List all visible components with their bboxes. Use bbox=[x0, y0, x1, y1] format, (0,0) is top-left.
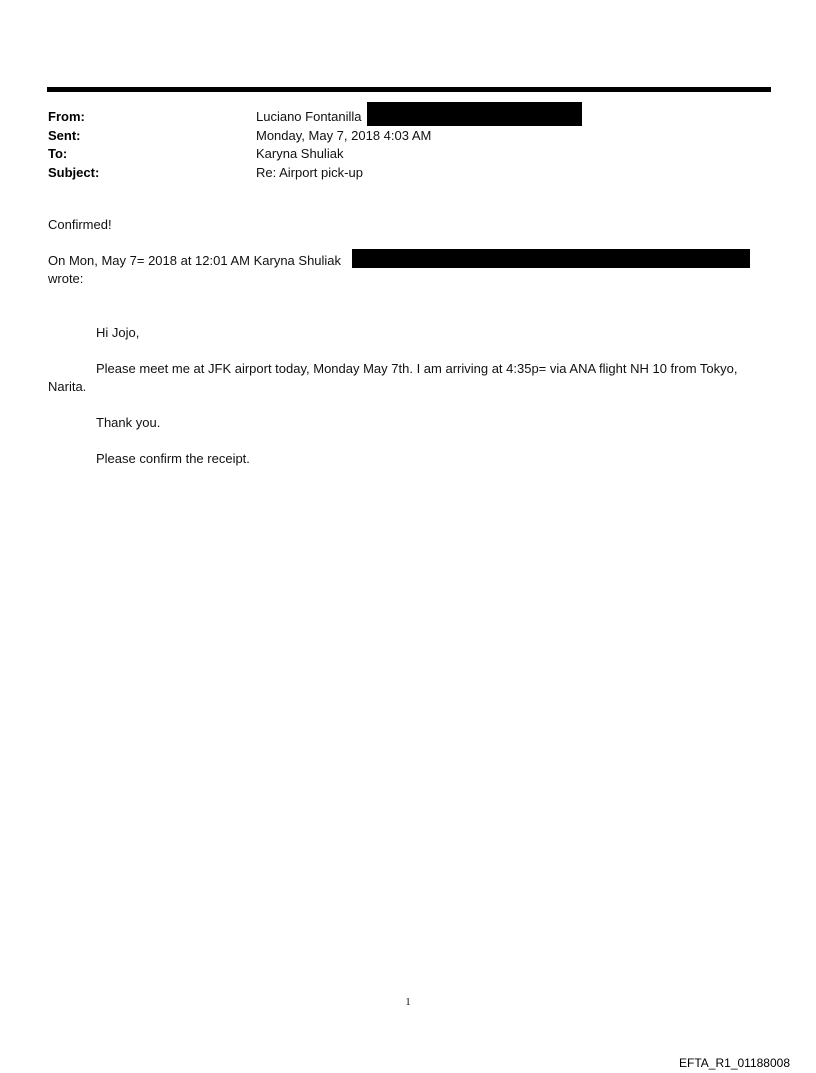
reply-text: Confirmed! bbox=[48, 217, 112, 232]
header-row-subject bbox=[48, 164, 768, 183]
header-rule bbox=[47, 87, 771, 92]
email-header bbox=[48, 108, 768, 182]
to-value: Karyna Shuliak bbox=[256, 146, 344, 161]
quoted-paragraph-line1: Please meet me at JFK airport today, Monday May 7th. I am arriving at 4:35p= via ANA flight NH 10 from Tokyo, bbox=[96, 361, 738, 376]
sent-value: Monday, May 7, 2018 4:03 AM bbox=[256, 127, 432, 143]
quoted-greeting: Hi Jojo, bbox=[96, 325, 140, 340]
redaction-block-from-email bbox=[367, 102, 582, 126]
to-label: To: bbox=[48, 146, 68, 161]
subject-value: Re: Airport pick-up bbox=[256, 164, 363, 180]
sent-label: Sent: bbox=[48, 127, 81, 143]
quoted-thanks: Thank you. bbox=[96, 415, 161, 430]
quoted-closing: Please confirm the receipt. bbox=[96, 451, 250, 466]
header-row-to bbox=[48, 145, 768, 164]
from-value: Luciano Fontanilla bbox=[256, 109, 362, 124]
page-number: 1 bbox=[405, 996, 411, 1008]
quoted-paragraph-line2: Narita. bbox=[48, 379, 87, 394]
subject-label: Subject: bbox=[48, 164, 100, 180]
header-row-sent bbox=[48, 127, 768, 146]
redaction-block-quoted-email bbox=[352, 249, 750, 268]
from-label: From: bbox=[48, 109, 85, 124]
quote-intro: On Mon, May 7= 2018 at 12:01 AM Karyna Shuliak bbox=[48, 253, 342, 268]
header-row-from bbox=[48, 108, 768, 127]
quote-wrote: wrote: bbox=[48, 271, 84, 286]
bates-number: EFTA_R1_01188008 bbox=[679, 1056, 790, 1070]
